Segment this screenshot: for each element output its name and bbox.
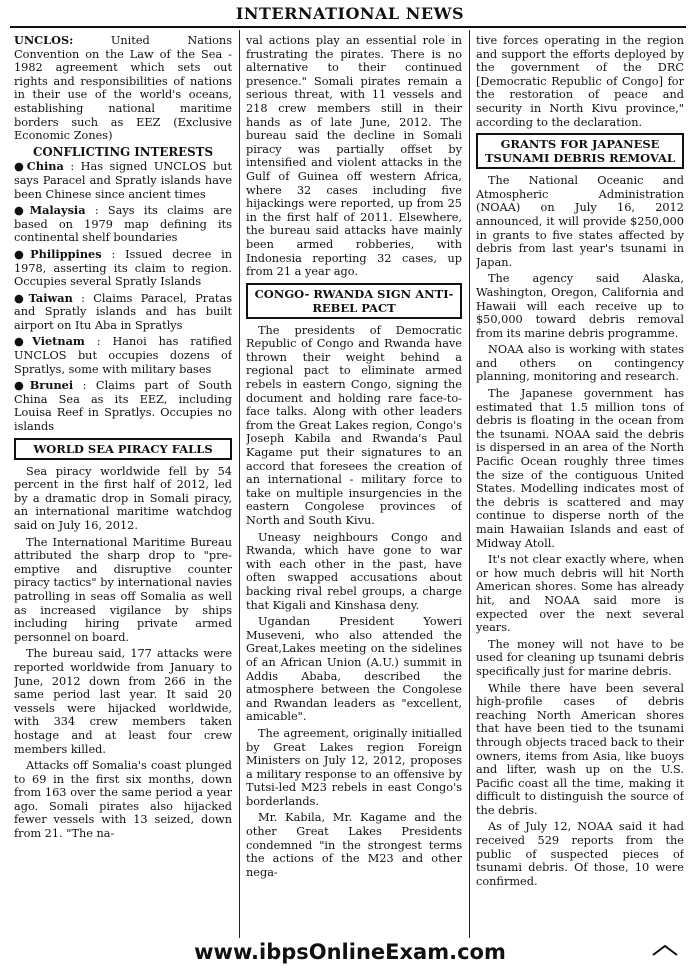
article-paragraph: It's not clear exactly where, when or how much debris will hit North American shores. Some has already hit, and NOAA said more is expected over the next several years.: [476, 553, 684, 635]
claim-country: China: [26, 159, 64, 174]
article-paragraph: The agreement, originally initialled by Great Lakes region Foreign Ministers on July 12, 2012, proposes a military response to an offensive by Tutsi-led M23 rebels in east Congo's borderlands.: [246, 726, 462, 808]
article-paragraph: The money will not have to be used for cleaning up tsunami debris specifically just for marine debris.: [476, 637, 684, 678]
claim-item: ●Malaysia : Says its claims are based on 1979 map defining its continental shelf boundaries: [14, 203, 232, 245]
unclos-glossary: [14, 34, 232, 434]
claim-item: ●Philippines : Issued decree in 1978, asserting its claim to region. Occupies several Spratly Islands: [14, 246, 232, 289]
article-paragraph: While there have been several high-profile cases of debris reaching North American shores that have been tied to the tsunami through objects traced back to their owners, items from Asia, like buoys and lifter, wash up on the U.S. Pacific coast all the time, making it difficult to distinguish the source of the debris.: [476, 681, 684, 817]
article-paragraph: The agency said Alaska, Washington, Oregon, California and Hawaii will each receive up to $50,000 toward debris removal from its marine debris programme.: [476, 272, 684, 340]
claim-item: ●Brunei : Claims part of South China Sea as its EEZ, including Louisa Reef in Spratlys. Occupies no islands: [14, 378, 232, 434]
article-paragraph: Sea piracy worldwide fell by 54 percent in the first half of 2012, led by a dramatic drop in Somali piracy, an international maritime watchdog said on July 16, 2012.: [14, 464, 232, 532]
column-1: [14, 34, 232, 934]
footer-website: www.ibpsOnlineExam.com: [194, 940, 506, 964]
tsunami-heading: GRANTS FOR JAPANESE TSUNAMI DEBRIS REMOVAL: [476, 133, 684, 169]
caret-up-icon: [652, 944, 678, 956]
congo-rwanda-heading: CONGO- RWANDA SIGN ANTI-REBEL PACT: [246, 283, 462, 319]
claim-item: ●Taiwan : Claims Paracel, Pratas and Spratly islands and has built airport on Itu Aba in Spratlys: [14, 290, 232, 332]
article-paragraph: The National Oceanic and Atmospheric Administration (NOAA) on July 16, 2012 announced, it will provide $250,000 in grants to five states affected by debris from last year's tsunami in Japan.: [476, 174, 684, 269]
column-3: [476, 34, 684, 934]
article-paragraph: The International Maritime Bureau attributed the sharp drop to "pre-emptive and disruptive counter piracy tactics" by international navies patrolling in seas off Somalia as well as increased vigilance by ships including hiring private armed personnel on board.: [14, 535, 232, 644]
article-paragraph: NOAA also is working with states and others on contingency planning, monitoring and research.: [476, 343, 684, 384]
piracy-heading: WORLD SEA PIRACY FALLS: [14, 438, 232, 460]
article-paragraph: Uneasy neighbours Congo and Rwanda, which have gone to war with each other in the past, have often swapped accusations about backing rival rebel groups, a charge that Kigali and Kinshasa deny.: [246, 530, 462, 612]
claim-country: Malaysia: [29, 203, 86, 218]
article-paragraph: Attacks off Somalia's coast plunged to 69 in the first six months, down from 163 over the same period a year ago. Somali pirates also hijacked fewer vessels with 13 seized, down from 21. "The na-: [14, 759, 232, 841]
claim-country: Brunei: [29, 378, 74, 393]
unclos-term: UNCLOS:: [14, 34, 74, 47]
article-paragraph: The bureau said, 177 attacks were reported worldwide from January to June, 2012 down from 266 in the same period last year. It said 20 vessels were hijacked worldwide, with 334 crew members taken hostage and at least four crew members killed.: [14, 647, 232, 756]
article-paragraph: tive forces operating in the region and support the efforts deployed by the government of the DRC [Democratic Republic of Congo] for the restoration of peace and security in North Kivu province," according to the declaration.: [476, 34, 684, 129]
article-paragraph: The presidents of Democratic Republic of Congo and Rwanda have thrown their weight behind a regional pact to eliminate armed rebels in eastern Congo, signing the document and holding rare face-to-face talks. Along with other leaders from the Great Lakes region, Congo's Joseph Kabila and Rwanda's Paul Kagame put their signatures to an accord that foresees the creation of an international - military force to take on multiple insurgencies in the eastern Congolese provinces of North and South Kivu.: [246, 323, 462, 527]
unclos-definition: UNCLOS: United Nations Convention on the Law of the Sea - 1982 agreement which sets out rights and responsibilities of nations in their use of the world's oceans, establishing national maritime borders such as EEZ (Exclusive Economic Zones): [14, 34, 232, 143]
article-paragraph: Ugandan President Yoweri Museveni, who also attended the Great,Lakes meeting on the sidelines of an African Union (A.U.) summit in Addis Ababa, described the atmosphere between the Congolese and Rwandan leaders as "excellent, amicable".: [246, 615, 462, 724]
header-rule: [10, 26, 686, 28]
claim-country: Taiwan: [28, 290, 73, 305]
article-paragraph: The Japanese government has estimated that 1.5 million tons of debris is floating in the ocean from the tsunami. NOAA said the debris is dispersed in an area of the North Pacific Ocean roughly three times the size of the contiguous United States. Modelling indicates most of the debris is scattered and may continue to disperse north of the main Hawaiian Islands and east of Midway Atoll.: [476, 387, 684, 550]
claim-country: Vietnam: [32, 334, 85, 349]
claim-country: Philippines: [30, 246, 102, 261]
column-2: [246, 34, 462, 934]
page-title: INTERNATIONAL NEWS: [235, 4, 465, 23]
claim-item: ●China : Has signed UNCLOS but says Paracel and Spratly islands have been Chinese since ancient times: [14, 159, 232, 201]
column-divider-2: [469, 30, 470, 938]
claim-item: ●Vietnam : Hanoi has ratified UNCLOS but occupies dozens of Spratlys, some with military bases: [14, 334, 232, 376]
article-paragraph: As of July 12, NOAA said it had received 529 reports from the public of suspected pieces of tsunami debris. Of those, 10 were confirmed.: [476, 820, 684, 888]
column-divider-1: [239, 30, 240, 938]
conflicting-interests-heading: CONFLICTING INTERESTS: [33, 144, 213, 159]
article-paragraph: val actions play an essential role in frustrating the pirates. There is no alternative to their continued presence." Somali pirates remain a serious threat, with 11 vessels and 218 crew members still in their hands as of late June, 2012. The bureau said the decline in Somali piracy was partially offset by intensified and violent attacks in the Gulf of Guinea off western Africa, where 32 cases including five hijackings were reported, up from 25 in the first half of 2011. Elsewhere, the bureau said attacks have mainly been armed robberies, with Indonesia reporting 32 cases, up from 21 a year ago.: [246, 34, 462, 279]
article-paragraph: Mr. Kabila, Mr. Kagame and the other Great Lakes Presidents condemned "in the strongest terms the actions of the M23 and other nega-: [246, 811, 462, 879]
